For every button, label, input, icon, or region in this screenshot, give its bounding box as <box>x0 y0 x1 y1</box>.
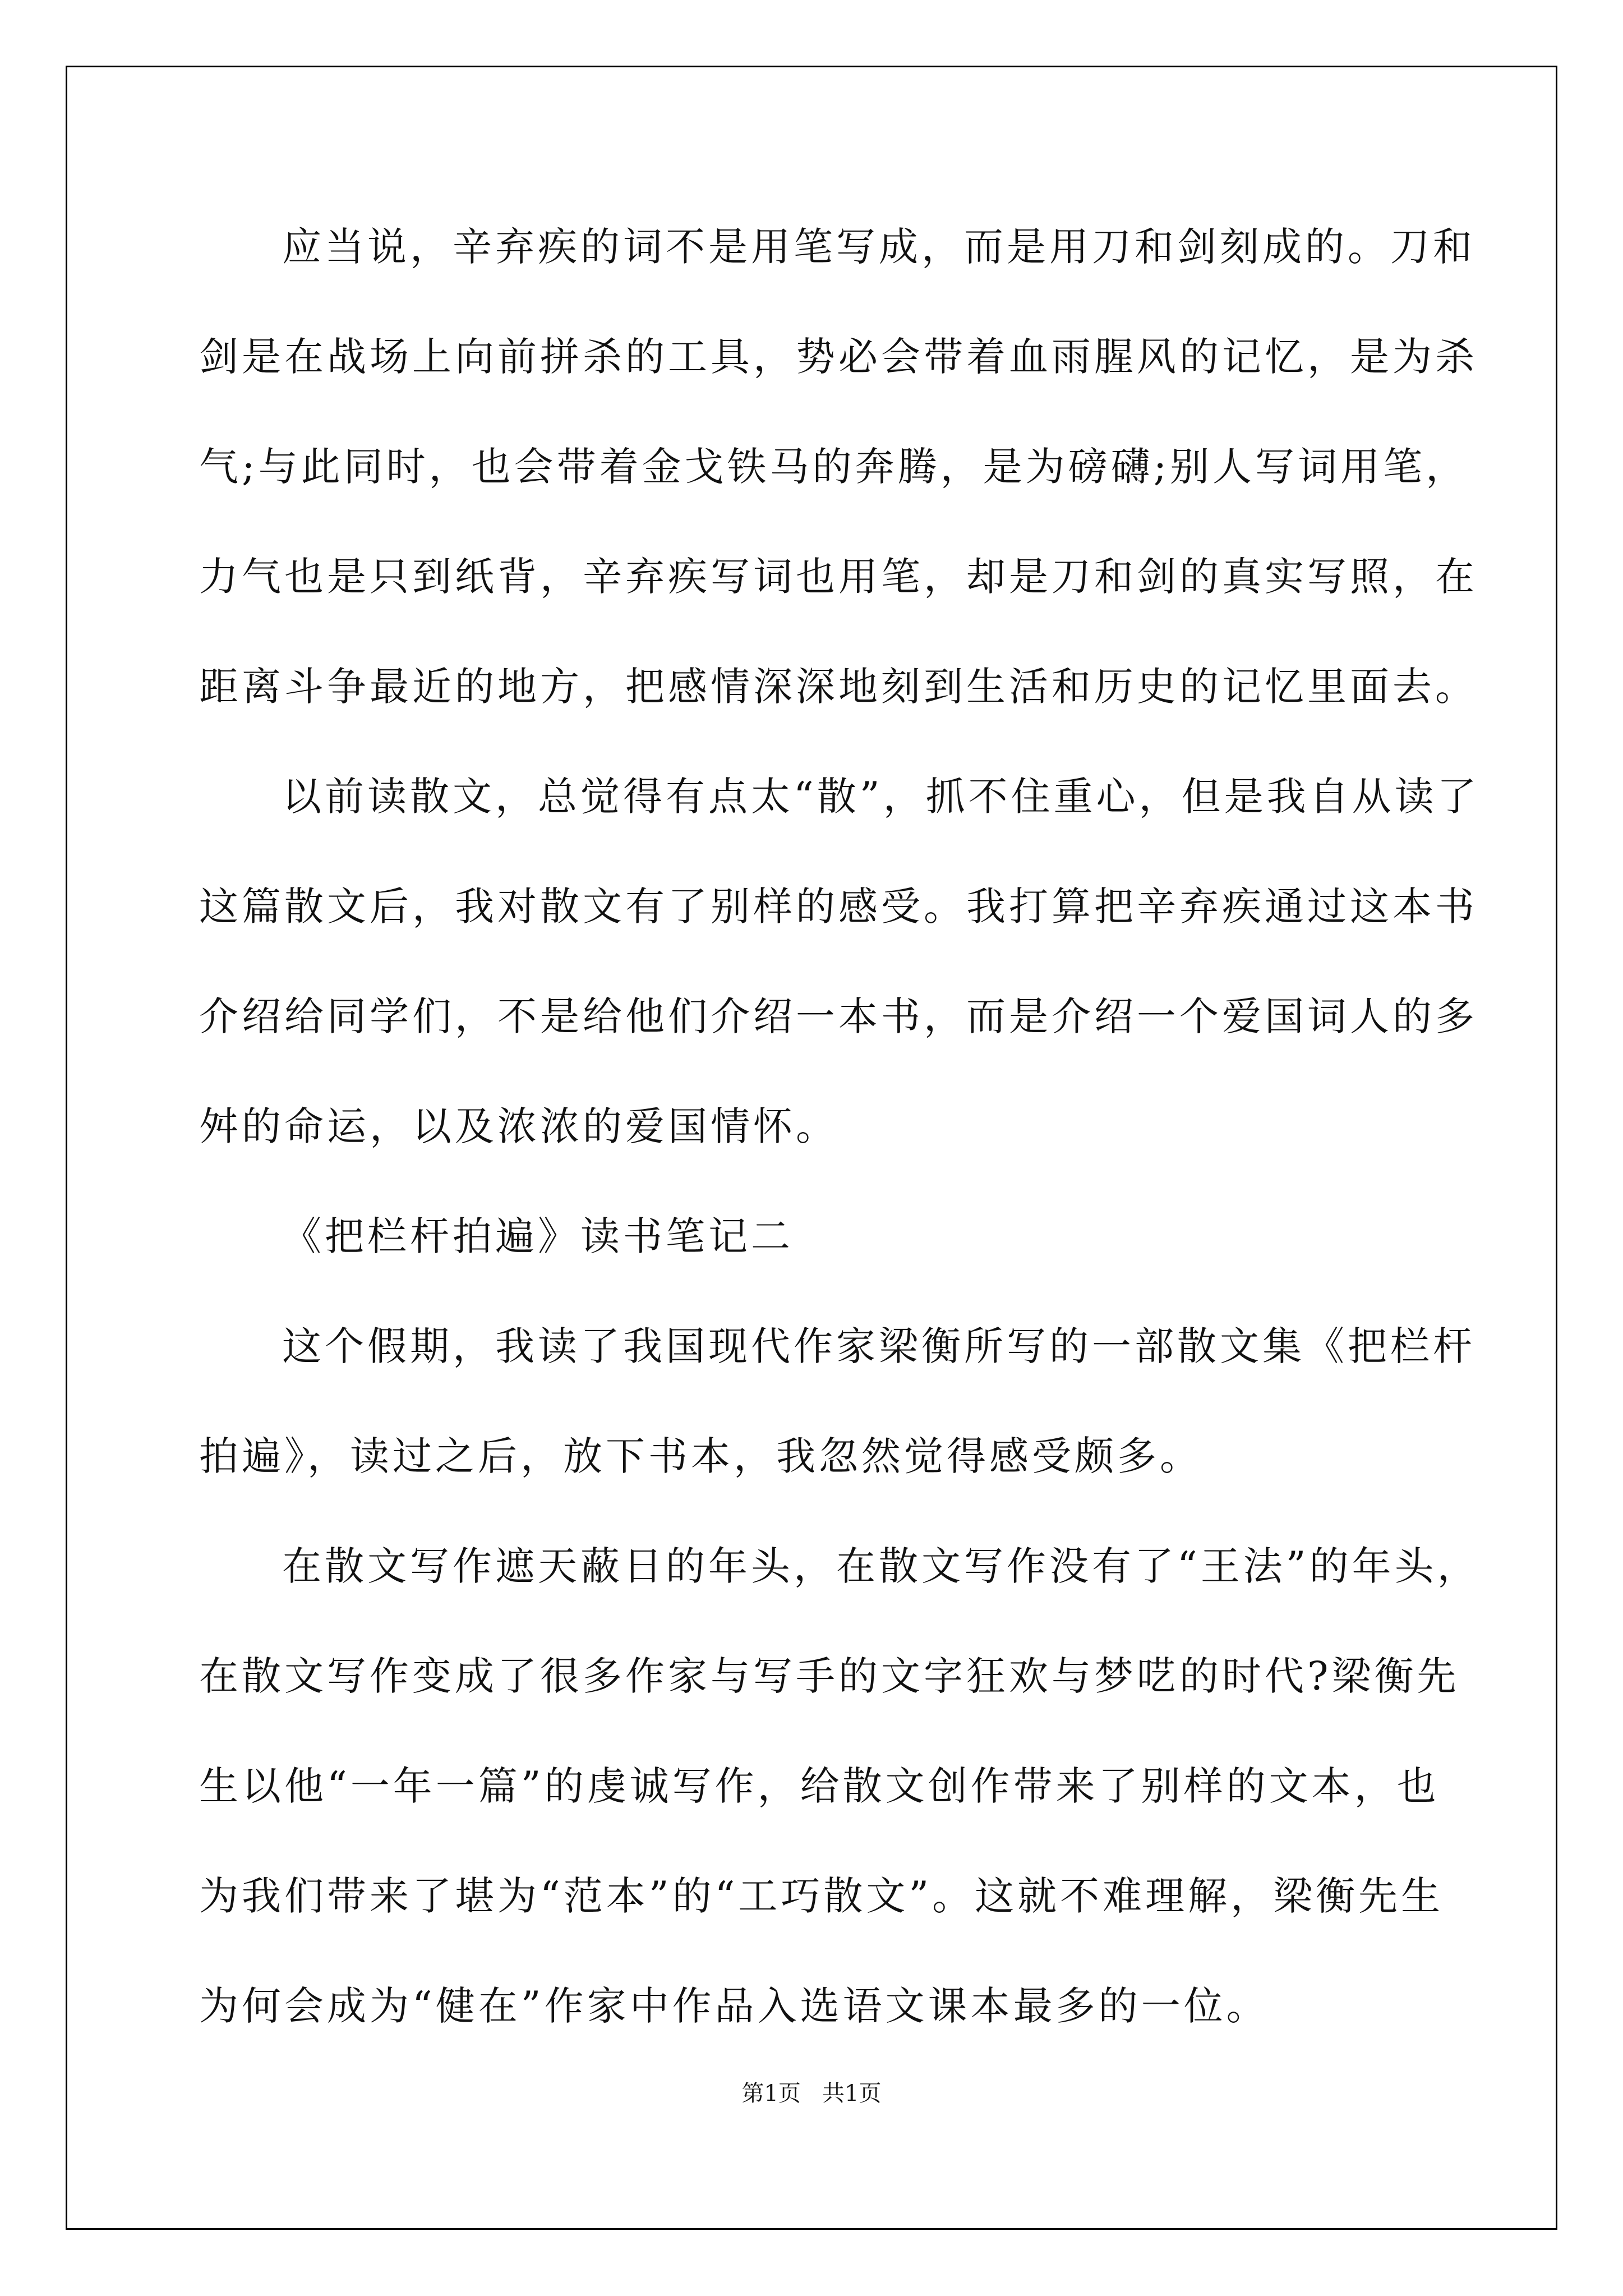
text-line: 拍遍》，读过之后，放下书本，我忽然觉得感受颇多。 <box>199 1433 1202 1479</box>
text-line: 气;与此同时，也会带着金戈铁马的奔腾，是为磅礴;别人写词用笔， <box>199 444 1469 490</box>
text-line: 这个假期，我读了我国现代作家梁衡所写的一部散文集《把栏杆 <box>282 1323 1476 1369</box>
text-line: 在散文写作遮天蔽日的年头，在散文写作没有了“王法”的年头， <box>282 1543 1480 1589</box>
text-line: 舛的命运，以及浓浓的爱国情怀。 <box>199 1103 838 1149</box>
text-line: 力气也是只到纸背，辛弃疾写词也用笔，却是刀和剑的真实写照，在 <box>199 554 1478 600</box>
text-line: 生以他“一年一篇”的虔诚写作，给散文创作带来了别样的文本，也 <box>199 1763 1440 1809</box>
text-line: 在散文写作变成了很多作家与写手的文字狂欢与梦呓的时代?梁衡先 <box>199 1653 1460 1699</box>
text-line: 介绍给同学们，不是给他们介绍一本书，而是介绍一个爱国词人的多 <box>199 993 1478 1039</box>
text-line: 距离斗争最近的地方，把感情深深地刻到生活和历史的记忆里面去。 <box>199 664 1478 710</box>
page-number-footer: 第1页 共1页 <box>741 2081 882 2106</box>
text-line: 应当说，辛弃疾的词不是用笔写成，而是用刀和剑刻成的。刀和 <box>282 224 1476 270</box>
text-line: 为我们带来了堪为“范本”的“工巧散文”。这就不难理解，梁衡先生 <box>199 1873 1444 1919</box>
section-heading: 《把栏杆拍遍》读书笔记二 <box>282 1213 794 1259</box>
text-line: 这篇散文后，我对散文有了别样的感受。我打算把辛弃疾通过这本书 <box>199 884 1478 930</box>
document-body <box>199 216 1480 2085</box>
text-line: 剑是在战场上向前拼杀的工具，势必会带着血雨腥风的记忆，是为杀 <box>199 334 1478 380</box>
text-line: 为何会成为“健在”作家中作品入选语文课本最多的一位。 <box>199 1983 1269 2029</box>
text-line: 以前读散文，总觉得有点太“散”，抓不住重心，但是我自从读了 <box>282 774 1480 820</box>
